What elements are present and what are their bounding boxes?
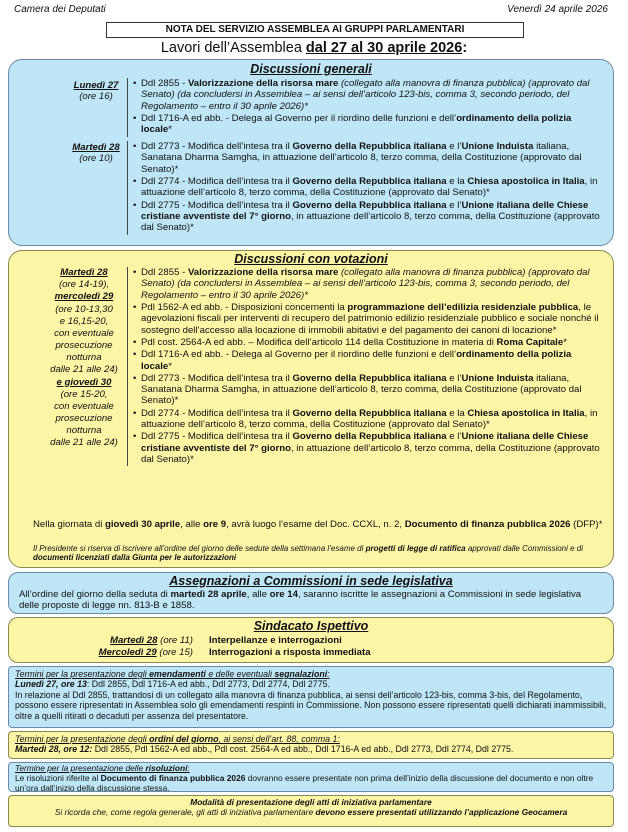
line-text: : Ddl 2855, Ddl 1716-A ed abb., Ddl 2773, Ddl 2774, Ddl 2775. — [86, 679, 330, 690]
list-item — [133, 78, 603, 112]
day-time: (ore 10-13,30 — [55, 303, 113, 315]
list-item — [133, 408, 603, 431]
day-time: (ore 15) — [156, 647, 193, 658]
item-bold: programmazione dell’edilizia residenziale pubblica — [347, 301, 579, 313]
riserva-note — [33, 544, 603, 563]
item-text: Pdl 1562-A ed abb. - Disposizioni concernenti la — [141, 301, 348, 313]
day-name: Martedì 28 — [109, 635, 158, 646]
termine-risoluzioni-body — [9, 774, 613, 794]
lavori-suffix: : — [462, 40, 468, 56]
day-time: (ore 14-19), — [58, 279, 110, 291]
note-bold: giovedì 30 aprile — [105, 519, 181, 530]
note-text: , avrà luogo l’esame del Doc. CCXL, n. 2, — [226, 519, 405, 530]
assegnazioni-text — [9, 589, 613, 612]
item-text: Ddl 2773 - Modifica dell’intesa tra il — [141, 141, 293, 152]
list-item — [133, 349, 603, 372]
assegnazioni-title: Assegnazioni a Commissioni in sede legislativa — [169, 574, 453, 588]
item-text: , in attuazione dell’articolo 8, terzo comma, della Costituzione (approvato dal Senato)* — [141, 210, 600, 234]
termini-emendamenti-box — [8, 666, 614, 728]
lavori-prefix: Lavori dell’Assemblea — [160, 40, 306, 56]
item-bold: Governo della Repubblica italiana — [292, 175, 447, 187]
discussioni-generali-items-2 — [127, 141, 603, 235]
note-bold: progetti di legge di ratifica — [365, 544, 466, 553]
lavori-dates: dal 27 al 30 aprile 2026 — [305, 40, 463, 56]
note-text: , alle — [180, 519, 204, 530]
day-time: dalle 21 alle 24) — [50, 364, 118, 376]
item-text: Pdl cost. 2564-A ed abb. – Modifica dell’articolo 114 della Costituzione in materia di — [141, 336, 497, 348]
list-item — [133, 141, 603, 175]
item-bold: Unione italiana delle Chiese cristiane avventiste del 7° giorno — [141, 431, 589, 454]
item-text: , le agevolazioni fiscali per interventi di recupero del patrimonio edilizio residenziale pubblico e sociale nonché il sostegno dell’accesso alla locazione di immobili abitativi e del pagamento dei canoni di locazione* — [141, 301, 599, 336]
day-martedi-28 — [61, 142, 131, 165]
item-text: Ddl 2775 - Modifica dell’intesa tra il — [141, 431, 293, 443]
head-text: Termini per la presentazione degli — [15, 734, 150, 744]
item-text: * — [563, 336, 567, 348]
discussioni-votazioni-box — [8, 250, 614, 568]
days-votazioni — [39, 267, 129, 450]
head-text: Termine per la presentazione delle — [15, 763, 146, 773]
modalita-box — [8, 795, 614, 827]
day-time: (ore 10) — [79, 153, 113, 165]
list-item — [133, 113, 603, 136]
note-bold: Documento di finanza pubblica 2026 — [404, 519, 571, 530]
list-item — [133, 373, 603, 407]
sindacato-activity: Interpellanze e interrogazioni — [209, 635, 342, 646]
item-text: Ddl 1716-A ed abb. - Delega al Governo per il riordino delle funzioni e dell’ — [141, 349, 457, 361]
item-bold: Unione Induista — [461, 141, 534, 152]
giornata-note — [33, 519, 603, 530]
list-item — [133, 200, 603, 234]
discussioni-generali-title: Discussioni generali — [250, 62, 372, 76]
item-text: e l’ — [446, 199, 462, 211]
day-time: con eventuale — [54, 400, 114, 412]
discussioni-generali-items-1 — [127, 78, 603, 137]
item-bold: Roma Capitale — [496, 336, 564, 348]
modalita-title: Modalità di presentazione degli atti di iniziativa parlamentare — [190, 797, 432, 807]
body-text: dovranno essere presentate non prima dell’inizio della discussione del documento e non oltre un’ora dall’inizio della discussione stessa. — [15, 772, 594, 793]
note-bold: ore 9 — [203, 519, 227, 530]
bold: martedì 28 aprile — [170, 588, 247, 600]
day-name: Martedì 28 — [72, 142, 120, 153]
day-lunedi-27 — [61, 80, 131, 103]
termini-emendamenti-body: In relazione al Ddl 2855, trattandosi di un collegato alla manovra di finanza pubblica, ai sensi dell’articolo 123-bis, comma 3-bis, del Regolamento, possono essere ripresentati in Assemblea solo gli emendamenti respinti in Commissione. Non possono essere ripresentati quelli dichiarati inammissibili, oltre a quelli ritirati o decaduti per assenza del presentatore. — [15, 689, 607, 721]
item-bold: Governo della Repubblica italiana — [292, 407, 447, 419]
item-text: , in attuazione dell’articolo 8, terzo comma, della Costituzione (approvato dal Senato)* — [141, 407, 598, 431]
item-bold: Valorizzazione della risorsa mare — [187, 267, 339, 278]
termine-risoluzioni-box — [8, 762, 614, 792]
item-bold: ordinamento della polizia locale — [141, 349, 572, 372]
day-time: (ore 15-20, — [60, 388, 108, 400]
item-text: e l’ — [446, 141, 462, 152]
day-time: notturna — [66, 425, 102, 437]
note-bold: documenti licenziati dalla Giunta per le autorizzazioni — [33, 553, 237, 563]
text: All’ordine del giorno della seduta di — [19, 588, 171, 600]
item-text: * — [168, 360, 172, 372]
item-tail: * — [168, 124, 172, 136]
assegnazioni-box — [8, 572, 614, 614]
head-colon: : — [337, 734, 340, 744]
day-name: Martedì 28 — [60, 267, 108, 278]
item-text: Ddl 2855 - — [141, 78, 188, 89]
item-text: Ddl 2773 - Modifica dell’intesa tra il — [141, 372, 293, 384]
day-name: Mercoledì 29 — [98, 647, 157, 658]
list-item — [133, 337, 603, 348]
item-italic: (collegato alla manovra di finanza pubblica) (approvato dal Senato) (da concludersi in Assemblea – ai sensi dell’articolo 123-bis, comma 3, secondo periodo, del Regolamento – entro il 30 aprile 2026)* — [141, 267, 590, 301]
day-time: prosecuzione — [55, 340, 113, 352]
head-bold: ordini del giorno — [149, 734, 219, 744]
note-text: approvati dalle Commissioni e di — [465, 544, 584, 553]
bold: ore 14 — [269, 588, 298, 600]
day-name: mercoledì 29 — [54, 291, 114, 303]
note-text: Il Presidente si riserva di iscrivere all’ordine del giorno delle sedute della settimana l’esame di — [33, 544, 366, 553]
item-text: Ddl 1716-A ed abb. - Delega al Governo per il riordino delle funzioni e dell’ — [141, 112, 457, 124]
termini-emendamenti-head — [9, 667, 613, 679]
sindacato-activity: Interrogazioni a risposta immediata — [209, 647, 371, 658]
item-bold: Unione Induista — [461, 372, 534, 384]
list-item — [133, 176, 603, 199]
day-time: e 16,15-20, — [59, 315, 109, 327]
termini-odg-head — [9, 732, 613, 744]
body-bold: devono essere presentati utilizzando l’applicazione Geocamera — [315, 806, 568, 817]
item-bold: Governo della Repubblica italiana — [292, 199, 447, 211]
day-time: notturna — [66, 352, 102, 364]
list-item — [133, 302, 603, 336]
sindacato-day — [99, 647, 193, 658]
note-title: NOTA DEL SERVIZIO ASSEMBLEA AI GRUPPI PARLAMENTARI — [106, 22, 524, 38]
lavori-title — [0, 40, 628, 57]
item-bold: Governo della Repubblica italiana — [292, 141, 447, 152]
day-name: e giovedì 30 — [56, 376, 112, 388]
item-bold: Governo della Repubblica italiana — [292, 372, 447, 384]
item-text: Ddl 2774 - Modifica dell’intesa tra il — [141, 407, 293, 419]
modalita-body — [9, 808, 613, 818]
head-bold: risoluzioni — [145, 763, 188, 773]
note-text: Nella giornata di — [33, 519, 105, 530]
item-text: e l’ — [446, 431, 462, 443]
head-text: Termini per la presentazione degli — [15, 669, 150, 679]
item-bold: Unione italiana delle Chiese cristiane avventiste del 7° giorno — [141, 199, 589, 222]
discussioni-generali-box — [8, 59, 614, 246]
head-bold: segnalazioni — [274, 669, 328, 679]
sindacato-day — [110, 635, 193, 646]
text: , alle — [246, 588, 270, 600]
day-time: dalle 21 alle 24) — [50, 437, 118, 449]
item-text: , in attuazione dell’articolo 8, terzo comma, della Costituzione (approvato dal Senato)* — [141, 442, 600, 465]
text: , saranno iscritte le assegnazioni a Commissioni in sede legislativa delle proposte di legge nn. 813-B e 1858. — [19, 588, 582, 612]
line-text: Ddl 2855, Pdl 1562-A ed abb., Pdl cost. 2564-A ed abb., Ddl 1716-A ed abb., Ddl 2773, Ddl 2774, Ddl 2775. — [92, 744, 514, 755]
item-bold: Chiesa apostolica in Italia — [467, 175, 585, 187]
body-text: Si ricorda che, come regola generale, gli atti di iniziativa parlamentare — [54, 806, 316, 817]
sindacato-box — [8, 617, 614, 663]
body-bold: Documento di finanza pubblica 2026 — [100, 772, 246, 783]
item-bold: Valorizzazione della risorsa mare — [187, 78, 339, 89]
termini-odg-line — [9, 744, 613, 754]
termini-emendamenti-line — [9, 679, 613, 689]
day-time: (ore 16) — [79, 91, 113, 103]
item-text: italiana, Sanatana Dharma Samgha, in attuazione dell’articolo 8, terzo comma, della Costituzione (approvato dal Senato)* — [141, 372, 582, 407]
head-bold: emendamenti — [149, 669, 206, 679]
page-header — [14, 4, 608, 18]
day-time: (ore 11) — [157, 635, 193, 646]
item-text: e la — [446, 175, 468, 187]
head-colon: : — [187, 763, 190, 773]
item-italic: (collegato alla manovra di finanza pubblica) (approvato dal Senato) (da concludersi in Assemblea – ai sensi dell’articolo 123-bis, comma 3, secondo periodo, del Regolamento – entro il 30 aprile 2026)* — [141, 78, 590, 112]
termini-odg-box — [8, 731, 614, 759]
head-text: , ai sensi dell’art. 88, comma 1 — [218, 734, 338, 744]
item-text: e la — [446, 407, 468, 419]
item-bold: ordinamento della polizia locale — [141, 112, 572, 136]
item-bold: Chiesa apostolica in Italia — [467, 407, 585, 419]
item-bold: Governo della Repubblica italiana — [292, 431, 447, 443]
item-text: Ddl 2774 - Modifica dell’intesa tra il — [141, 175, 293, 187]
sindacato-title: Sindacato Ispettivo — [253, 619, 369, 633]
item-text: italiana, Sanatana Dharma Samgha, in attuazione dell’articolo 8, terzo comma, della Costituzione (approvato dal Senato)* — [141, 141, 582, 175]
item-text: , in attuazione dell’articolo 8, terzo comma, della Costituzione (approvato dal Senato)* — [141, 175, 598, 199]
list-item — [133, 431, 603, 465]
discussioni-votazioni-title: Discussioni con votazioni — [234, 252, 388, 266]
head-colon: : — [327, 669, 330, 679]
item-text: Ddl 2855 - — [141, 267, 188, 278]
header-date: Venerdì 24 aprile 2026 — [507, 4, 608, 15]
body-text: Le risoluzioni riferite al — [15, 772, 101, 783]
day-time: con eventuale — [54, 327, 114, 339]
head-text: e delle eventuali — [205, 669, 275, 679]
day-name: Lunedì 27 — [73, 80, 119, 91]
day-time: prosecuzione — [55, 413, 113, 425]
discussioni-votazioni-items — [127, 267, 603, 466]
header-institution: Camera dei Deputati — [14, 4, 106, 15]
line-bold: Lunedì 27, ore 13 — [15, 679, 87, 690]
list-item — [133, 267, 603, 301]
note-text: (DFP)* — [570, 519, 603, 530]
item-text: Ddl 2775 - Modifica dell’intesa tra il — [141, 199, 293, 211]
item-text: e l’ — [446, 372, 462, 384]
line-bold: Martedì 28, ore 12: — [15, 744, 93, 755]
